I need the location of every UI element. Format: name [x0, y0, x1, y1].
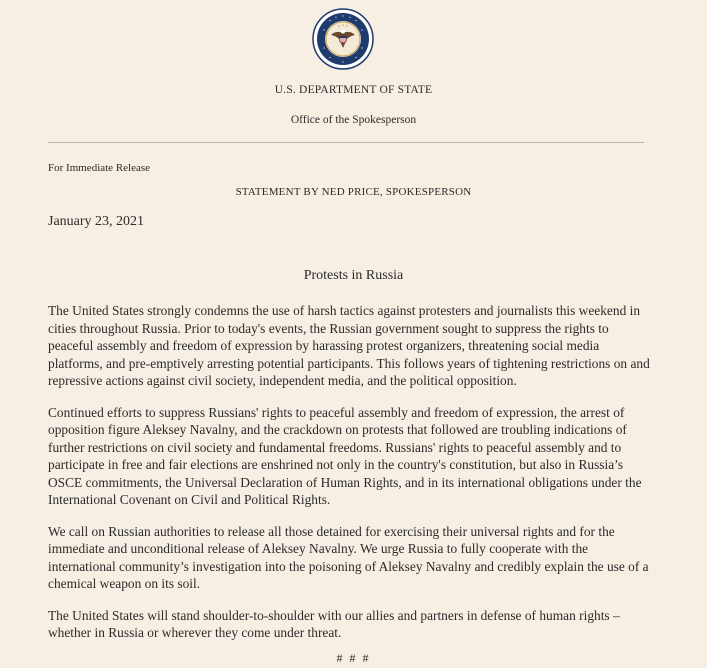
- header-divider: [48, 142, 644, 143]
- statement-title: Protests in Russia: [303, 268, 404, 283]
- paragraph: We call on Russian authorities to release all those detained for exercising their universal rights and for the immediate and unconditional release of Aleksey Navalny. We urge Russia to fully cooperate with the international community’s investigation into the poisoning of Aleksey Navalny and credibly explain the use of a chemical weapon on its soil.: [48, 523, 649, 591]
- department-of-state-seal-icon: [312, 8, 374, 70]
- end-mark: # # #: [336, 651, 371, 665]
- paragraph: The United States strongly condemns the use of harsh tactics against protesters and journalists this weekend in cities throughout Russia. Prior to today's events, the Russian government sought to suppress the rights to peaceful assembly and freedom of expression by harassing protest organizers, threatening social media platforms, and pre-emptively arresting potential participants. This follows years of tightening restrictions on and repressive actions against civil society, independent media, and the political opposition.: [48, 303, 650, 388]
- paragraph: The United States will stand shoulder-to-shoulder with our allies and partners in defense of human rights – whether in Russia or wherever they come under threat.: [48, 607, 620, 640]
- office-name: Office of the Spokesperson: [290, 114, 417, 126]
- statement-body: [48, 302, 654, 656]
- department-name: U.S. DEPARTMENT OF STATE: [274, 84, 433, 96]
- release-label: For Immediate Release: [48, 162, 151, 174]
- statement-byline: STATEMENT BY NED PRICE, SPOKESPERSON: [235, 186, 472, 198]
- statement-date: January 23, 2021: [48, 214, 145, 229]
- paragraph: Continued efforts to suppress Russians' rights to peaceful assembly and freedom of expression, the arrest of opposition figure Aleksey Navalny, and the crackdown on protests that followed are troubling indications of further restrictions on civil society and fundamental freedoms. Russians' rights to peaceful assembly and to participate in free and fair elections are enshrined not only in the country's constitution, but also in Russia’s OSCE commitments, the Universal Declaration of Human Rights, and in its international obligations under the International Covenant on Civil and Political Rights.: [48, 404, 642, 507]
